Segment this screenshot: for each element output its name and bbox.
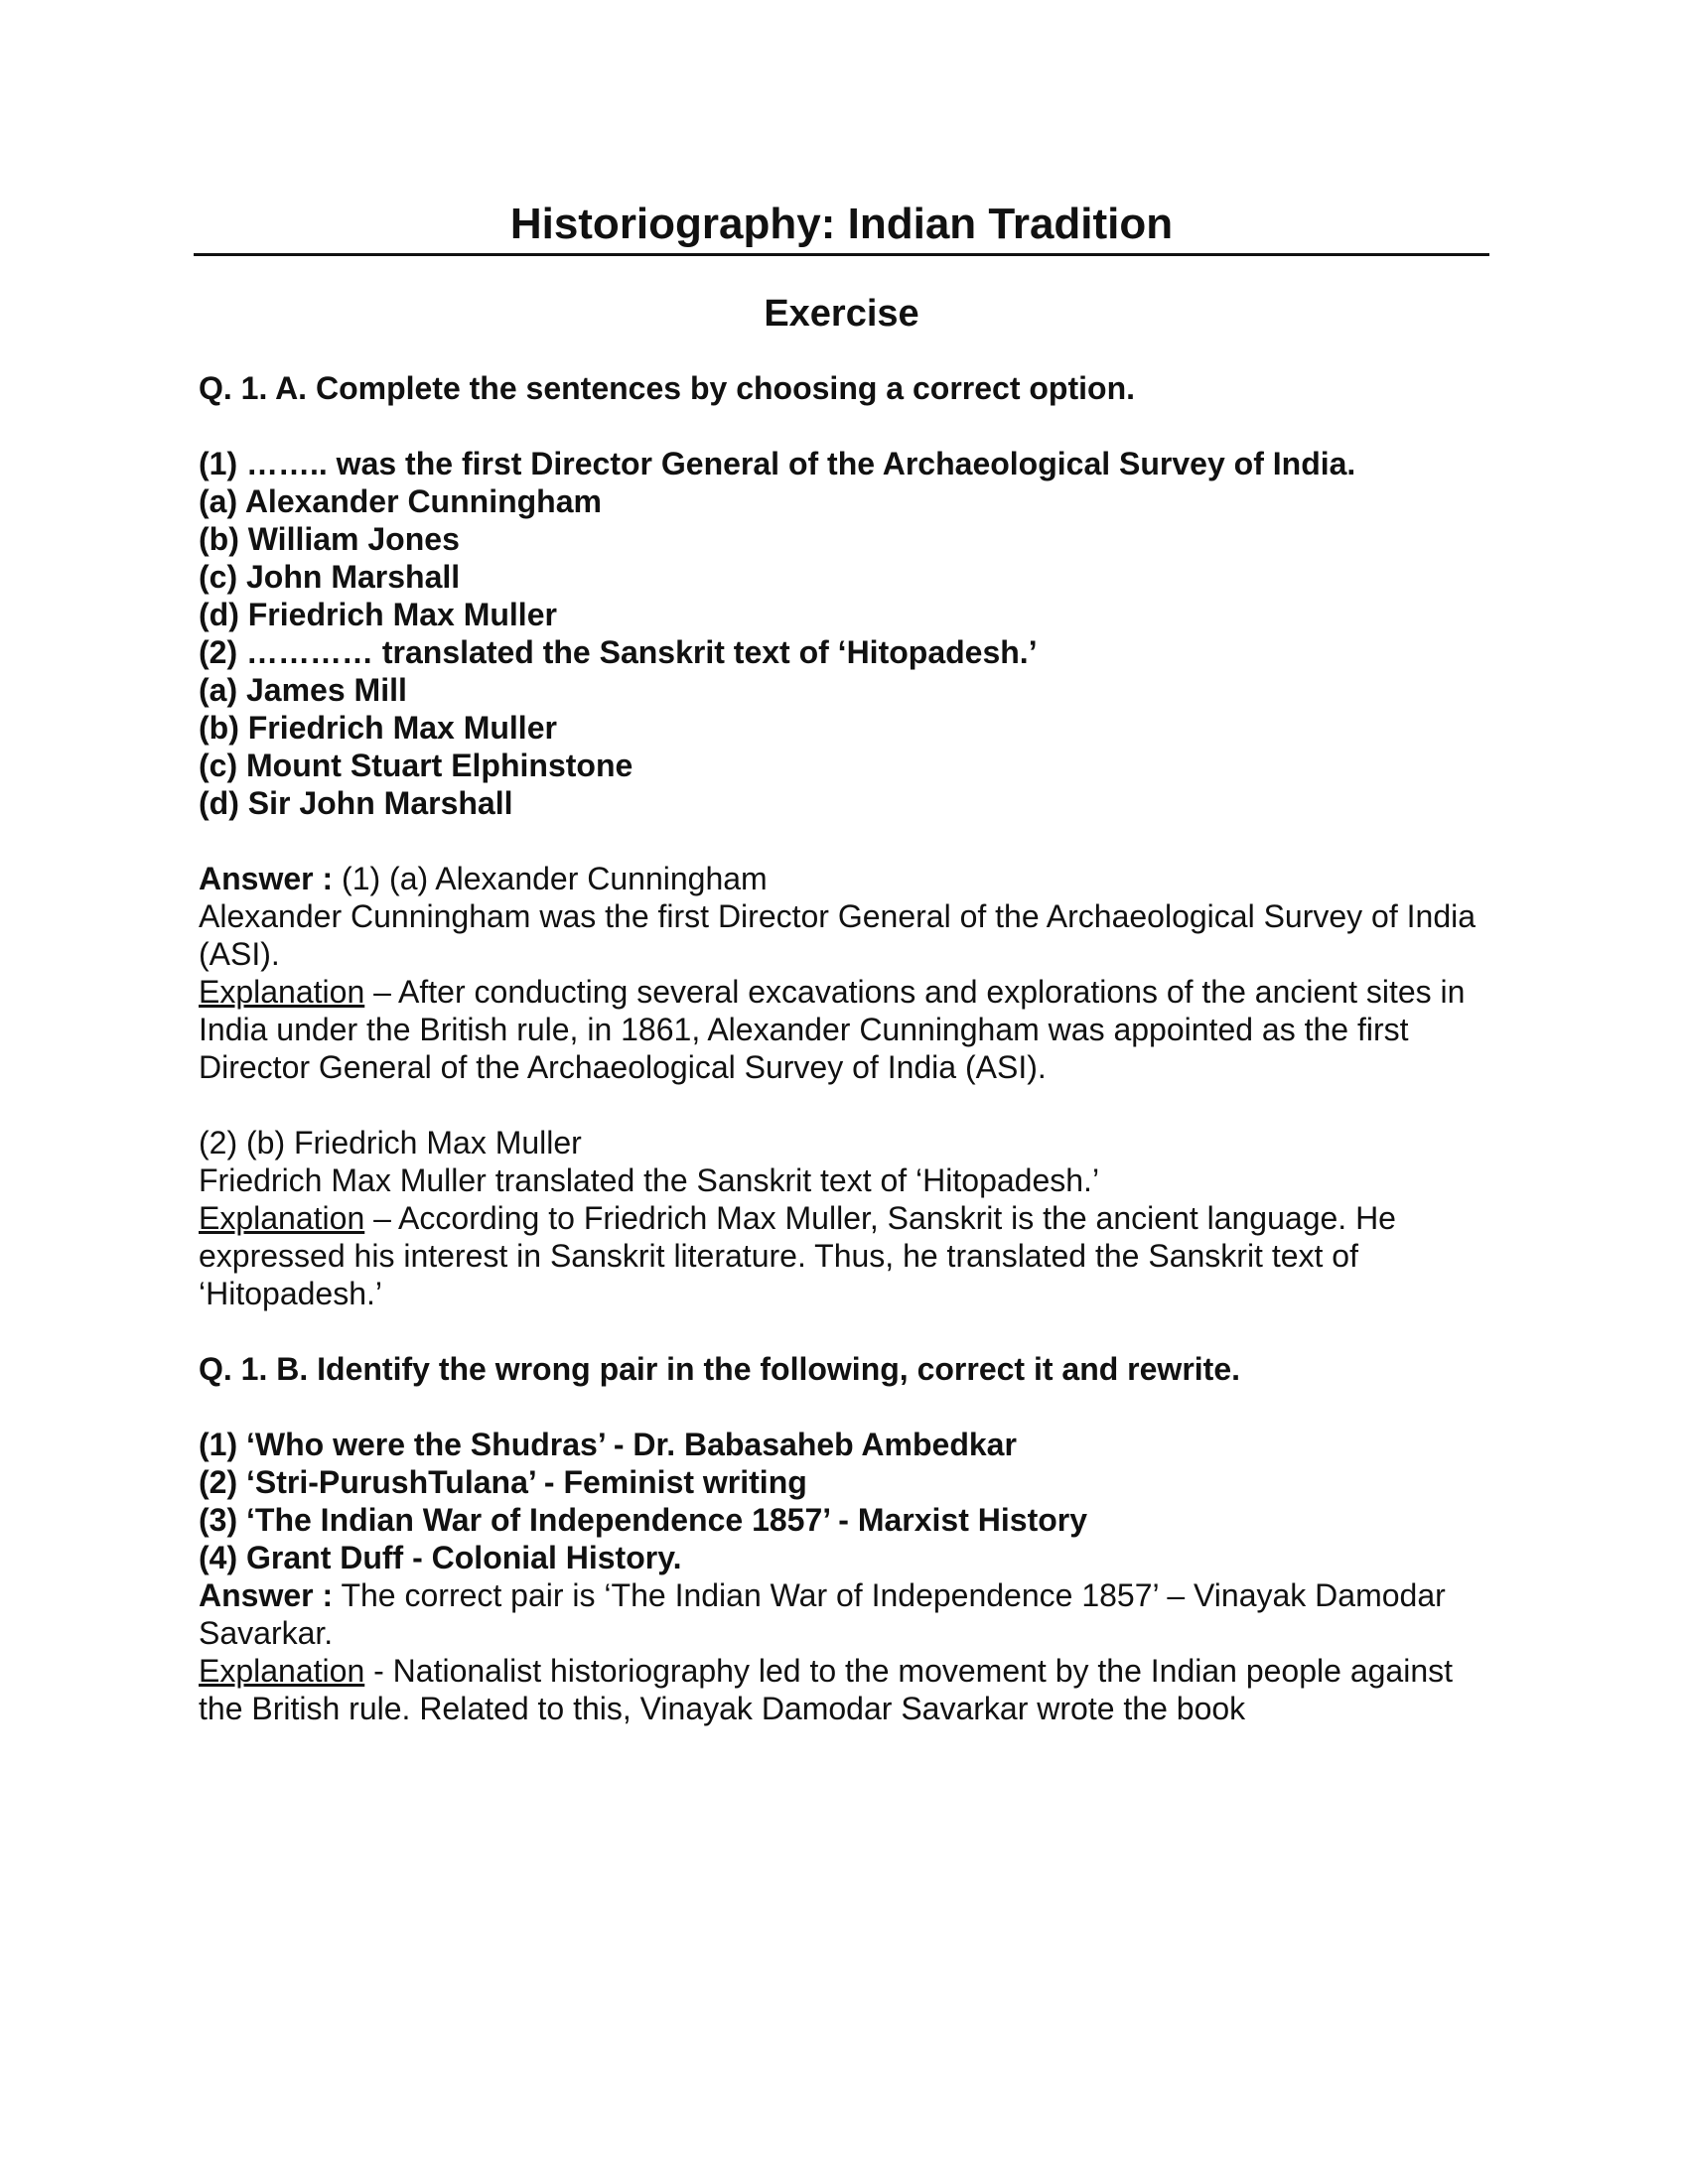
question-2-option-a: (a) James Mill [199, 672, 407, 708]
pair-1: (1) ‘Who were the Shudras’ - Dr. Babasaheb Ambedkar [199, 1427, 1017, 1462]
explanation-1-text: – After conducting several excavations and explorations of the ancient sites in India under the British rule, in 1861, Alexander Cunningham was appointed as the first Director General of the Archaeological Survey of India (ASI). [199, 974, 1466, 1085]
q1b-answer [199, 1576, 1489, 1652]
question-2-stem: (2) ………… translated the Sanskrit text of ‘Hitopadesh.’ [199, 634, 1038, 670]
explanation-label: Explanation [199, 1200, 365, 1236]
q1b-answer-text: The correct pair is ‘The Indian War of Independence 1857’ – Vinayak Damodar Savarkar. [199, 1577, 1446, 1651]
answer-2-text: Friedrich Max Muller translated the Sanskrit text of ‘Hitopadesh.’ [199, 1162, 1100, 1198]
answer-label: Answer : [199, 861, 334, 896]
pairs-list [199, 1426, 1489, 1576]
question-1-option-d: (d) Friedrich Max Muller [199, 597, 557, 632]
question-2-option-d: (d) Sir John Marshall [199, 785, 513, 821]
answer-1-value: (1) (a) Alexander Cunningham [333, 861, 768, 896]
exercise-heading: Exercise [764, 293, 919, 335]
question-1-option-a: (a) Alexander Cunningham [199, 483, 602, 519]
answer-1-text: Alexander Cunningham was the first Director General of the Archaeological Survey of India (ASI). [199, 898, 1477, 972]
question-1-block [199, 445, 1489, 822]
explanation-1 [199, 973, 1489, 1086]
explanation-2 [199, 1199, 1489, 1312]
explanation-label: Explanation [199, 974, 365, 1010]
explanation-2-text: – According to Friedrich Max Muller, Sanskrit is the ancient language. He expressed his interest in Sanskrit literature. Thus, he translated the Sanskrit text of ‘Hitopadesh.’ [199, 1200, 1396, 1311]
question-1-option-c: (c) John Marshall [199, 559, 461, 595]
q1b-explanation-text: - Nationalist historiography led to the movement by the Indian people against the British rule. Related to this, Vinayak Damodar Savarkar wrote the book [199, 1653, 1453, 1726]
pair-2: (2) ‘Stri-PurushTulana’ - Feminist writing [199, 1464, 807, 1500]
q1b-explanation [199, 1652, 1489, 1727]
q1b-heading: Q. 1. B. Identify the wrong pair in the following, correct it and rewrite. [199, 1351, 1240, 1387]
answer-label: Answer : [199, 1577, 334, 1613]
page-title: Historiography: Indian Tradition [509, 200, 1174, 248]
question-2-option-c: (c) Mount Stuart Elphinstone [199, 748, 633, 783]
title-underline-divider [194, 253, 1489, 256]
answer-1-line [199, 860, 1489, 897]
answer-2-line: (2) (b) Friedrich Max Muller [199, 1125, 582, 1160]
document-body [199, 369, 1489, 1727]
question-2-option-b: (b) Friedrich Max Muller [199, 710, 557, 746]
question-1-option-b: (b) William Jones [199, 521, 460, 557]
pair-4: (4) Grant Duff - Colonial History. [199, 1540, 682, 1575]
explanation-label: Explanation [199, 1653, 365, 1689]
q1a-heading: Q. 1. A. Complete the sentences by choosing a correct option. [199, 370, 1135, 406]
question-1-stem: (1) …….. was the first Director General of the Archaeological Survey of India. [199, 446, 1356, 481]
pair-3: (3) ‘The Indian War of Independence 1857’ - Marxist History [199, 1502, 1088, 1538]
